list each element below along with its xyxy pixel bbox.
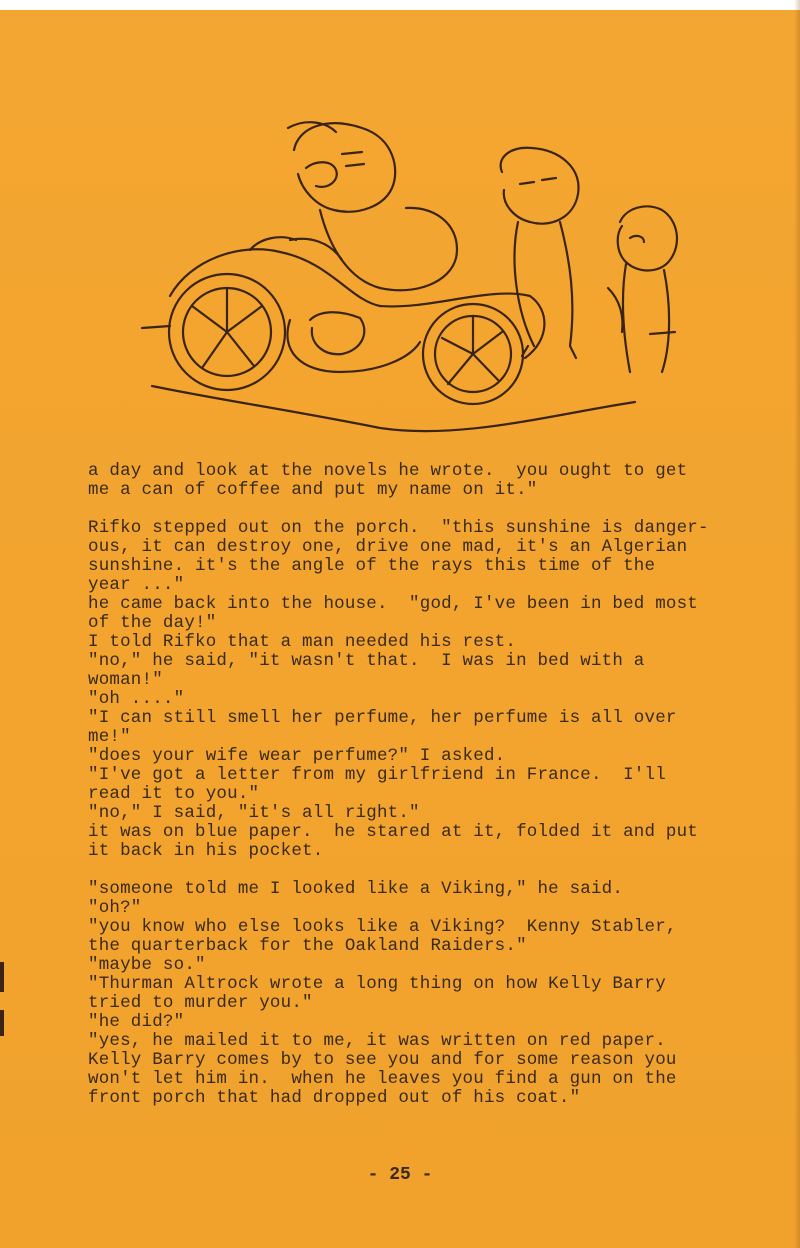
text-line: ous, it can destroy one, drive one mad, it's an Algerian bbox=[88, 537, 688, 557]
text-line: it was on blue paper. he stared at it, folded it and put bbox=[88, 822, 698, 842]
text-line: the quarterback for the Oakland Raiders." bbox=[88, 936, 527, 956]
text-line: "maybe so." bbox=[88, 955, 206, 975]
text-line: "someone told me I looked like a Viking," he said. bbox=[88, 879, 624, 899]
text-line: won't let him in. when he leaves you find a gun on the bbox=[88, 1069, 677, 1089]
text-line: me a can of coffee and put my name on it." bbox=[88, 480, 538, 500]
text-line: of the day!" bbox=[88, 613, 217, 633]
text-line: "does your wife wear perfume?" I asked. bbox=[88, 746, 506, 766]
text-line: woman!" bbox=[88, 670, 163, 690]
sketch-illustration bbox=[130, 110, 720, 450]
text-line: Kelly Barry comes by to see you and for some reason you bbox=[88, 1050, 677, 1070]
text-line: "oh ...." bbox=[88, 689, 185, 709]
text-line: front porch that had dropped out of his coat." bbox=[88, 1088, 581, 1108]
text-line: "oh?" bbox=[88, 898, 142, 918]
text-line: "he did?" bbox=[88, 1012, 185, 1032]
binding-mark bbox=[0, 962, 4, 992]
text-line: he came back into the house. "god, I've been in bed most bbox=[88, 594, 698, 614]
man-1-head bbox=[501, 148, 579, 224]
text-line: year ..." bbox=[88, 575, 185, 595]
driver-head bbox=[294, 123, 395, 211]
man-2-body bbox=[623, 264, 669, 372]
ground-dash-left bbox=[142, 326, 170, 328]
text-line: me!" bbox=[88, 727, 131, 747]
ground-dash-right bbox=[650, 332, 675, 334]
text-line: "no," he said, "it wasn't that. I was in bed with a bbox=[88, 651, 645, 671]
text-line: tried to murder you." bbox=[88, 993, 313, 1013]
text-line: Rifko stepped out on the porch. "this sunshine is danger- bbox=[88, 518, 709, 538]
paragraph-gap bbox=[88, 861, 760, 880]
text-line: it back in his pocket. bbox=[88, 841, 324, 861]
man-2-head bbox=[618, 206, 677, 270]
text-line: "I've got a letter from my girlfriend in France. I'll bbox=[88, 765, 666, 785]
text-line: "I can still smell her perfume, her perfume is all over bbox=[88, 708, 677, 728]
text-line: "you know who else looks like a Viking? Kenny Stabler, bbox=[88, 917, 677, 937]
page-edge-shadow bbox=[794, 0, 800, 1248]
text-line: I told Rifko that a man needed his rest. bbox=[88, 632, 517, 652]
text-line: read it to you." bbox=[88, 784, 260, 804]
ground-line bbox=[152, 386, 635, 431]
driver-body bbox=[320, 208, 457, 290]
text-line: a day and look at the novels he wrote. you ought to get bbox=[88, 461, 688, 481]
text-line: "no," I said, "it's all right." bbox=[88, 803, 420, 823]
text-line: "Thurman Altrock wrote a long thing on how Kelly Barry bbox=[88, 974, 666, 994]
paragraph-gap bbox=[88, 500, 760, 519]
page-number: - 25 - bbox=[367, 1165, 433, 1185]
text-line: "yes, he mailed it to me, it was written on red paper. bbox=[88, 1031, 666, 1051]
text-line: sunshine. it's the angle of the rays this time of the bbox=[88, 556, 656, 576]
body-text bbox=[88, 462, 760, 1108]
binding-mark bbox=[0, 1010, 4, 1036]
scan-top-edge bbox=[0, 0, 800, 10]
